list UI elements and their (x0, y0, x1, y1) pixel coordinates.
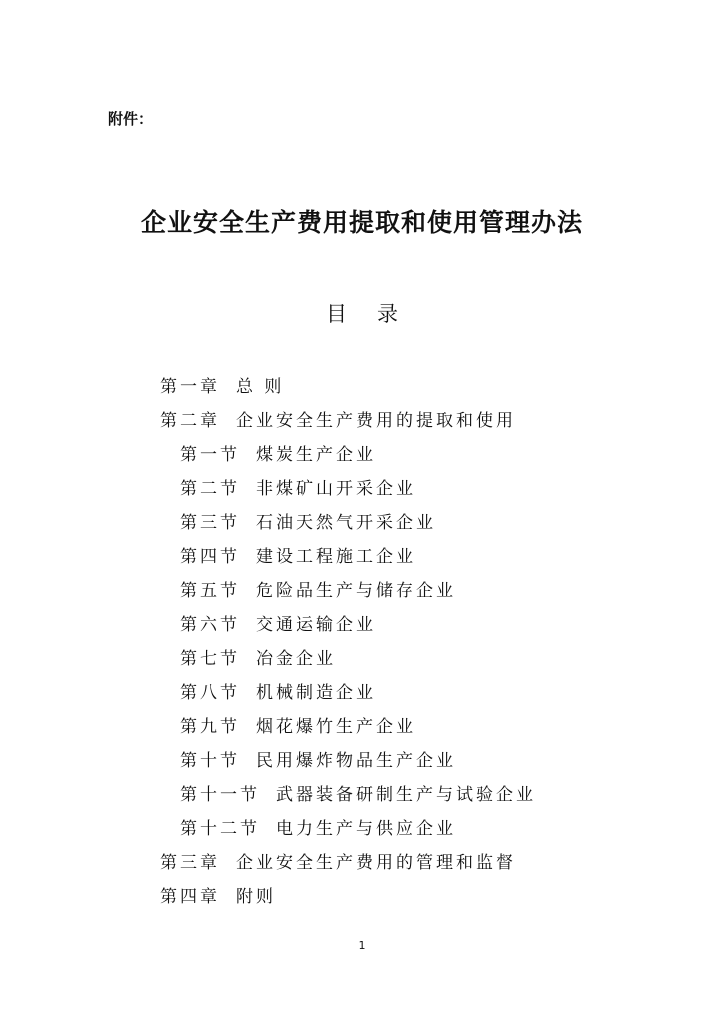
toc-entry-title: 烟花爆竹生产企业 (256, 717, 416, 737)
toc-entry-number: 第六节 (180, 615, 240, 635)
toc-entry-number: 第十节 (180, 751, 240, 771)
toc-entry-title: 电力生产与供应企业 (276, 819, 456, 839)
toc-entry-number: 第十二节 (180, 819, 260, 839)
toc-heading-char-2: 录 (377, 302, 398, 326)
toc-entry-title: 建设工程施工企业 (256, 547, 416, 567)
toc-entry-number: 第一章 (160, 377, 220, 397)
toc-entry-number: 第四章 (160, 887, 220, 907)
toc-chapter-entry (160, 375, 536, 409)
toc-section-entry (160, 477, 536, 511)
toc-entry-title: 武器装备研制生产与试验企业 (276, 785, 536, 805)
toc-entry-title: 冶金企业 (256, 649, 336, 669)
toc-chapter-entry (160, 409, 536, 443)
toc-section-entry (160, 545, 536, 579)
toc-entry-title: 交通运输企业 (256, 615, 376, 635)
toc-entry-title: 危险品生产与储存企业 (256, 581, 456, 601)
toc-entry-title: 企业安全生产费用的提取和使用 (236, 411, 516, 431)
toc-heading (0, 298, 724, 328)
toc-entry-number: 第十一节 (180, 785, 260, 805)
toc-entry-number: 第二节 (180, 479, 240, 499)
toc-entry-number: 第二章 (160, 411, 220, 431)
toc-entry-title: 非煤矿山开采企业 (256, 479, 416, 499)
toc-section-entry (160, 749, 536, 783)
toc-entry-number: 第九节 (180, 717, 240, 737)
toc-entry-title: 附则 (236, 887, 276, 907)
toc-heading-char-1: 目 (326, 302, 347, 326)
toc-section-entry (160, 613, 536, 647)
toc-section-entry (160, 817, 536, 851)
toc-entry-title: 总 则 (236, 377, 285, 397)
toc-entry-number: 第八节 (180, 683, 240, 703)
toc-entry-number: 第四节 (180, 547, 240, 567)
toc-entry-number: 第一节 (180, 445, 240, 465)
toc-entry-title: 石油天然气开采企业 (256, 513, 436, 533)
toc-section-entry (160, 783, 536, 817)
toc-section-entry (160, 715, 536, 749)
toc-entry-number: 第七节 (180, 649, 240, 669)
toc-chapter-entry (160, 885, 536, 919)
toc-entry-number: 第三节 (180, 513, 240, 533)
toc-entry-number: 第五节 (180, 581, 240, 601)
toc-section-entry (160, 443, 536, 477)
document-title: 企业安全生产费用提取和使用管理办法 (140, 208, 583, 237)
table-of-contents (160, 375, 536, 919)
page-number: 1 (358, 939, 366, 952)
toc-entry-title: 企业安全生产费用的管理和监督 (236, 853, 516, 873)
toc-section-entry (160, 511, 536, 545)
toc-entry-title: 民用爆炸物品生产企业 (256, 751, 456, 771)
toc-entry-number: 第三章 (160, 853, 220, 873)
toc-section-entry (160, 681, 536, 715)
toc-section-entry (160, 647, 536, 681)
attachment-label: 附件： (108, 110, 154, 128)
toc-entry-title: 机械制造企业 (256, 683, 376, 703)
toc-chapter-entry (160, 851, 536, 885)
toc-entry-title: 煤炭生产企业 (256, 445, 376, 465)
toc-section-entry (160, 579, 536, 613)
